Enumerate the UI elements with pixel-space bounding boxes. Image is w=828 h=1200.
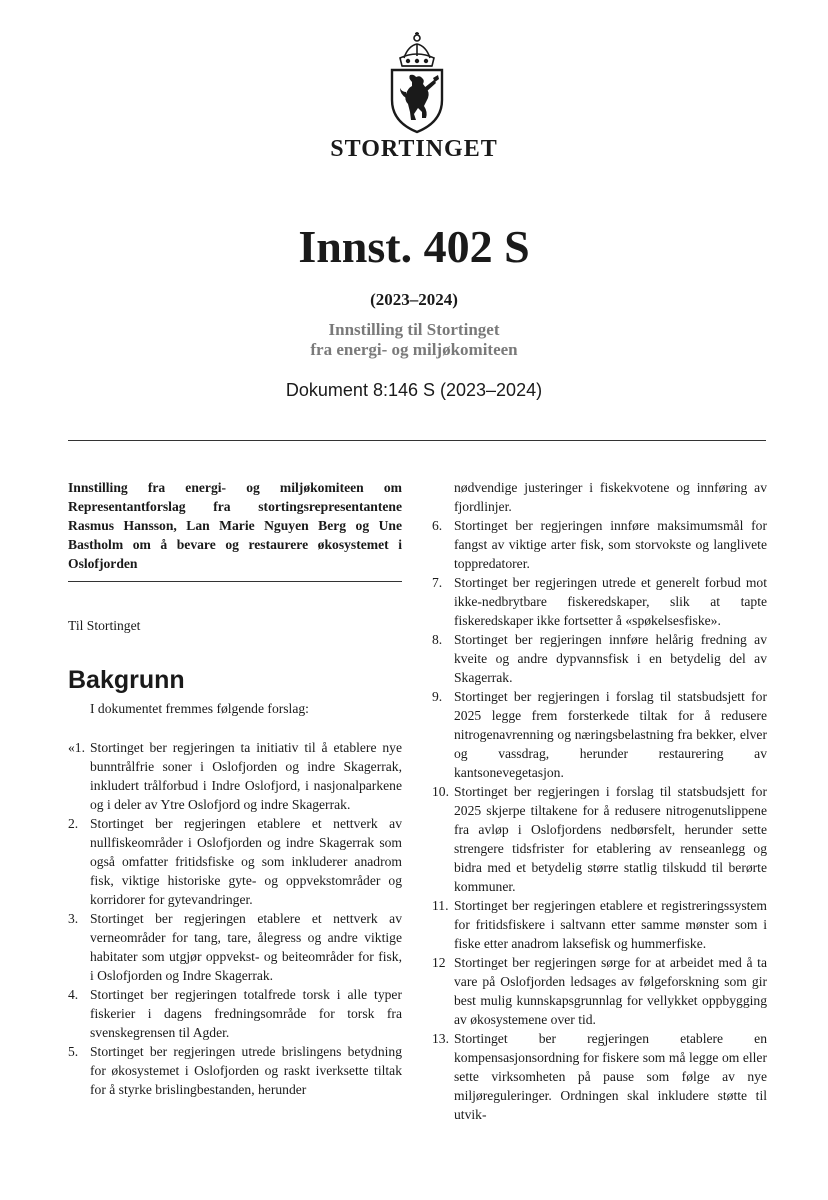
list-item xyxy=(432,687,767,782)
list-item xyxy=(432,782,767,896)
item-number: «1. xyxy=(68,740,85,755)
item-text: Stortinget ber regjeringen innføre helårig fredning av kveite og andre dypvannsfisk i en betydelig del av Skagerrak. xyxy=(454,632,767,685)
item-text: Stortinget ber regjeringen innføre maksimumsmål for fangst av viktige arter fisk, som storvokste og langlivete toppredatorer. xyxy=(454,518,767,571)
intro-divider xyxy=(68,581,402,582)
item-number: 12 xyxy=(432,955,446,970)
item-text: Stortinget ber regjeringen sørge for at arbeidet med å ta vare på Oslofjorden ledsages av følgeforskning som gir best mulig kunnskapsgrunnlag for vellykket oppbygging av økosystemene over tid. xyxy=(454,955,767,1027)
subtitle-line-2: fra energi- og miljøkomiteen xyxy=(310,340,518,359)
subtitle xyxy=(0,320,828,360)
item-number: 6. xyxy=(432,518,443,533)
list-item xyxy=(68,1042,402,1099)
list-item xyxy=(432,630,767,687)
session-years: (2023–2024) xyxy=(370,290,458,309)
section-heading: Bakgrunn xyxy=(68,666,185,694)
item-text: Stortinget ber regjeringen totalfrede torsk i alle typer fiskerier i dagens fredningsområde for torsk fra svenskegrensen til Agder. xyxy=(90,987,402,1040)
list-item xyxy=(68,985,402,1042)
subtitle-line-1: Innstilling til Stortinget xyxy=(328,320,500,339)
item-text: Stortinget ber regjeringen etablere en kompensasjonsordning for fiskere som må legge om eller sette virksomheten på pause som følge av nye miljøreguleringer. Ordningen skal inkludere støtte til utvik- xyxy=(454,1031,767,1122)
item-number: 5. xyxy=(68,1044,79,1059)
list-item xyxy=(68,738,402,814)
item-number: 9. xyxy=(432,689,443,704)
item-number: 10. xyxy=(432,784,449,799)
item-text: Stortinget ber regjeringen utrede brislingens betydning for økosystemet i Oslofjorden og raskt iverksette tiltak for å styrke brislingbestanden, herunder xyxy=(90,1044,402,1097)
item-continuation: nødvendige justeringer i fiskekvotene og innføring av fjordlinjer. xyxy=(454,480,767,514)
list-item xyxy=(68,814,402,909)
list-item xyxy=(432,896,767,953)
list-item xyxy=(432,516,767,573)
item-text: Stortinget ber regjeringen i forslag til statsbudsjett for 2025 legge frem forsterkede tiltak for å redusere nitrogenavrenning og næringsbelastning fra bekker, elver og vassdrag, herunder restaurering av kantsonevegetasjon. xyxy=(454,689,767,780)
document-title: Innst. 402 S xyxy=(298,221,530,272)
proposal-list-left xyxy=(68,738,402,1099)
greeting: Til Stortinget xyxy=(68,618,141,633)
item-text: Stortinget ber regjeringen etablere et registreringssystem for fritidsfiskere i saltvann etter samme mønster som i fiske etter anadrom laksefisk og hummerfiske. xyxy=(454,898,767,951)
item-text: Stortinget ber regjeringen utrede et generelt forbud mot ikke-nedbrytbare fiskeredskaper, slik at tapte fiskeredskaper ikke fortsetter å «spøkelsesfiske». xyxy=(454,575,767,628)
item-number: 4. xyxy=(68,987,79,1002)
list-item xyxy=(432,1029,767,1124)
item-number: 2. xyxy=(68,816,79,831)
item-text: Stortinget ber regjeringen etablere et nettverk av verneområder for tang, tare, ålegress og andre viktige habitater som utgjør oppvekst- og beiteområder for fisk, i Oslofjorden og Indre Skagerrak. xyxy=(90,911,402,983)
list-item xyxy=(68,909,402,985)
item-number: 3. xyxy=(68,911,79,926)
item-text: Stortinget ber regjeringen etablere et nettverk av nullfiskeområder i Oslofjorden og indre Skagerrak som også omfatter fritidsfiske og som inkluderer anadrom fisk, viktige historiske gyte- og oppvekstområder og korridorer for gytevandringer. xyxy=(90,816,402,907)
item-text: Stortinget ber regjeringen i forslag til statsbudsjett for 2025 skjerpe tiltakene for å redusere nitrogenutslippene fra avløp i Oslofjordens nedbørsfelt, herunder sette strengere tidsfrister for etablering av renseanlegg og bidra med et betydelig større statlig tilskudd til berørte kommuner. xyxy=(454,784,767,894)
list-item xyxy=(432,953,767,1029)
item-number: 13. xyxy=(432,1031,449,1046)
right-column xyxy=(432,478,767,1124)
left-column xyxy=(68,478,402,1099)
lead-text: I dokumentet fremmes følgende forslag: xyxy=(90,701,309,716)
stortinget-crest-icon xyxy=(378,28,456,136)
document-reference: Dokument 8:146 S (2023–2024) xyxy=(285,380,543,400)
list-item xyxy=(432,573,767,630)
header-divider xyxy=(68,440,766,441)
item-text: Stortinget ber regjeringen ta initiativ til å etablere nye bunntrålfrie soner i Oslofjorden og indre Skagerrak, inkludert trålforbud i Indre Oslofjord, i nasjonalparkene og i deler av Ytre Oslofjord og indre Skagerrak. xyxy=(90,740,402,812)
org-name: STORTINGET xyxy=(330,136,498,162)
item-number: 7. xyxy=(432,575,443,590)
item-number: 8. xyxy=(432,632,443,647)
intro-paragraph: Innstilling fra energi- og miljøkomiteen om Representantforslag fra stortingsrepresentantene Rasmus Hansson, Lan Marie Nguyen Berg og Une Bastholm om å bevare og restaurere økosystemet i Oslofjorden xyxy=(68,480,402,571)
item-number: 11. xyxy=(432,898,449,913)
